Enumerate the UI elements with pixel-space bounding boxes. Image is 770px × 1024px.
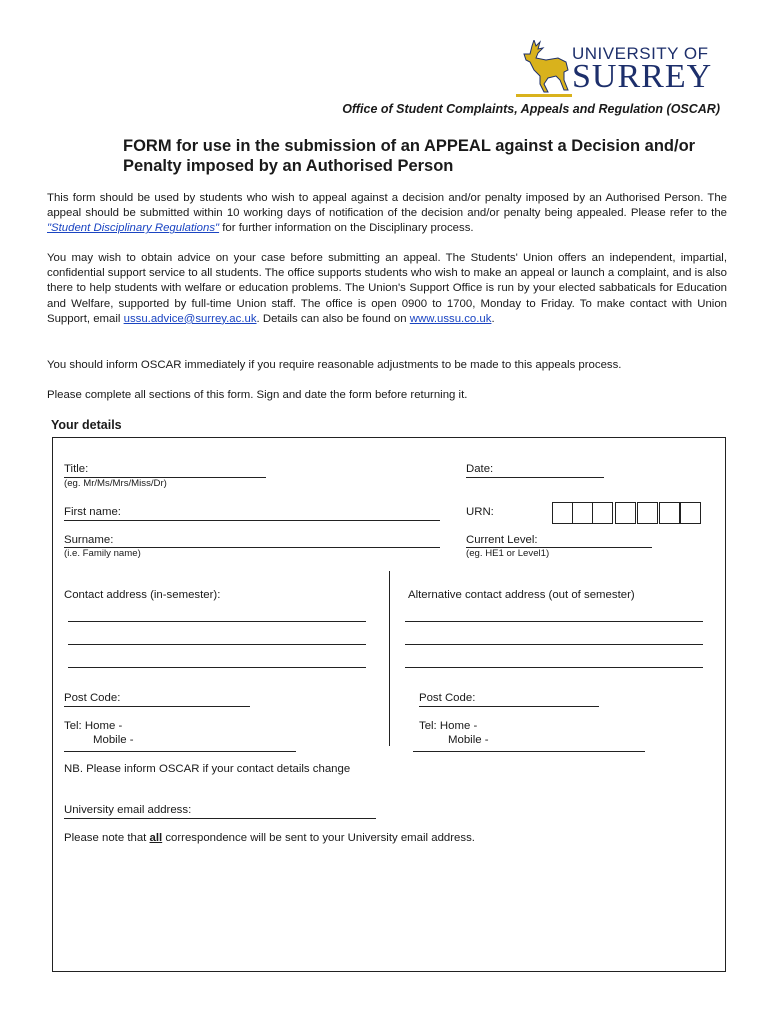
alt-address-line-field[interactable] bbox=[405, 667, 703, 668]
urn-digit-box[interactable] bbox=[592, 502, 613, 524]
postcode-field[interactable] bbox=[64, 706, 250, 707]
address-line-field[interactable] bbox=[68, 667, 366, 668]
email-label: University email address: bbox=[64, 804, 192, 816]
form-title: FORM for use in the submission of an APPEAL against a Decision and/or Penalty imposed by an Authorised Person bbox=[123, 137, 696, 175]
alt-address-line-field[interactable] bbox=[405, 644, 703, 645]
urn-digit-box[interactable] bbox=[615, 502, 636, 524]
advice-email-link[interactable]: ussu.advice@surrey.ac.uk bbox=[123, 312, 257, 325]
office-heading: Office of Student Complaints, Appeals and Regulation (OSCAR) bbox=[342, 102, 720, 116]
contact-address-label: Contact address (in-semester): bbox=[64, 589, 221, 601]
title-label: Title: bbox=[64, 463, 89, 475]
alt-tel-home-label: Tel: Home - bbox=[419, 720, 478, 732]
alt-tel-mobile-label: Mobile - bbox=[448, 734, 489, 746]
title-hint: (eg. Mr/Ms/Mrs/Miss/Dr) bbox=[64, 478, 167, 489]
intro-paragraph-3: You should inform OSCAR immediately if you require reasonable adjustments to be made to this appeals process. bbox=[47, 359, 622, 371]
urn-digit-box[interactable] bbox=[572, 502, 593, 524]
email-field[interactable] bbox=[64, 818, 376, 819]
tel-mobile-label: Mobile - bbox=[93, 734, 134, 746]
tel-field[interactable] bbox=[64, 751, 296, 752]
alt-tel-field[interactable] bbox=[413, 751, 645, 752]
column-divider bbox=[389, 571, 390, 746]
current-level-label: Current Level: bbox=[466, 534, 538, 546]
surname-hint: (i.e. Family name) bbox=[64, 548, 141, 559]
alt-address-line-field[interactable] bbox=[405, 621, 703, 622]
urn-label: URN: bbox=[466, 506, 494, 518]
regulations-link[interactable]: "Student Disciplinary Regulations" bbox=[47, 222, 220, 235]
address-line-field[interactable] bbox=[68, 621, 366, 622]
ussu-website-link[interactable]: www.ussu.co.uk bbox=[409, 312, 492, 325]
alt-postcode-field[interactable] bbox=[419, 706, 599, 707]
first-name-field[interactable] bbox=[64, 520, 440, 521]
correspondence-note: Please note that all correspondence will be sent to your University email address. bbox=[64, 832, 475, 844]
alt-postcode-label: Post Code: bbox=[419, 692, 476, 704]
tel-home-label: Tel: Home - bbox=[64, 720, 123, 732]
date-label: Date: bbox=[466, 463, 494, 475]
logo-university-of: UNIVERSITY OF bbox=[572, 44, 709, 63]
your-details-heading: Your details bbox=[51, 418, 122, 432]
urn-digit-box[interactable] bbox=[659, 502, 680, 524]
university-logo bbox=[514, 40, 574, 98]
urn-digit-box[interactable] bbox=[637, 502, 658, 524]
address-line-field[interactable] bbox=[68, 644, 366, 645]
alt-contact-address-label: Alternative contact address (out of semester) bbox=[408, 589, 635, 601]
postcode-label: Post Code: bbox=[64, 692, 121, 704]
current-level-hint: (eg. HE1 or Level1) bbox=[466, 548, 550, 559]
date-field[interactable] bbox=[466, 477, 604, 478]
contact-change-note: NB. Please inform OSCAR if your contact details change bbox=[64, 763, 351, 775]
stag-icon bbox=[514, 40, 574, 98]
intro-paragraph-4: Please complete all sections of this form. Sign and date the form before returning it. bbox=[47, 389, 468, 401]
urn-digit-box[interactable] bbox=[680, 502, 701, 524]
urn-digit-box[interactable] bbox=[552, 502, 573, 524]
surname-label: Surname: bbox=[64, 534, 114, 546]
intro-paragraph-1: This form should be used by students who wish to appeal against a decision and/or penalty imposed by an Authorised Person. The appeal should be submitted within 10 working days of notification of the decision and/or penalty being appealed. Please refer to the "Student Disciplinary Regulations" for further information on the Disciplinary process. bbox=[47, 192, 727, 235]
logo-surrey: SURREY bbox=[572, 58, 713, 95]
intro-paragraph-2: You may wish to obtain advice on your case before submitting an appeal. The Students' Union offers an independent, impartial, confidential support service to all students. The office supports students who wish to make an appeal or launch a complaint, and is also there to help students with welfare or education problems. The Union's Support Office is run by your elected sabbaticals for Education and Welfare, supported by full-time Union staff. The office is open 0900 to 1700, Monday to Friday. To make contact with Union Support, email ussu.advice@surrey.ac.uk. Details can also be found on www.ussu.co.uk. bbox=[47, 252, 727, 325]
first-name-label: First name: bbox=[64, 506, 121, 518]
